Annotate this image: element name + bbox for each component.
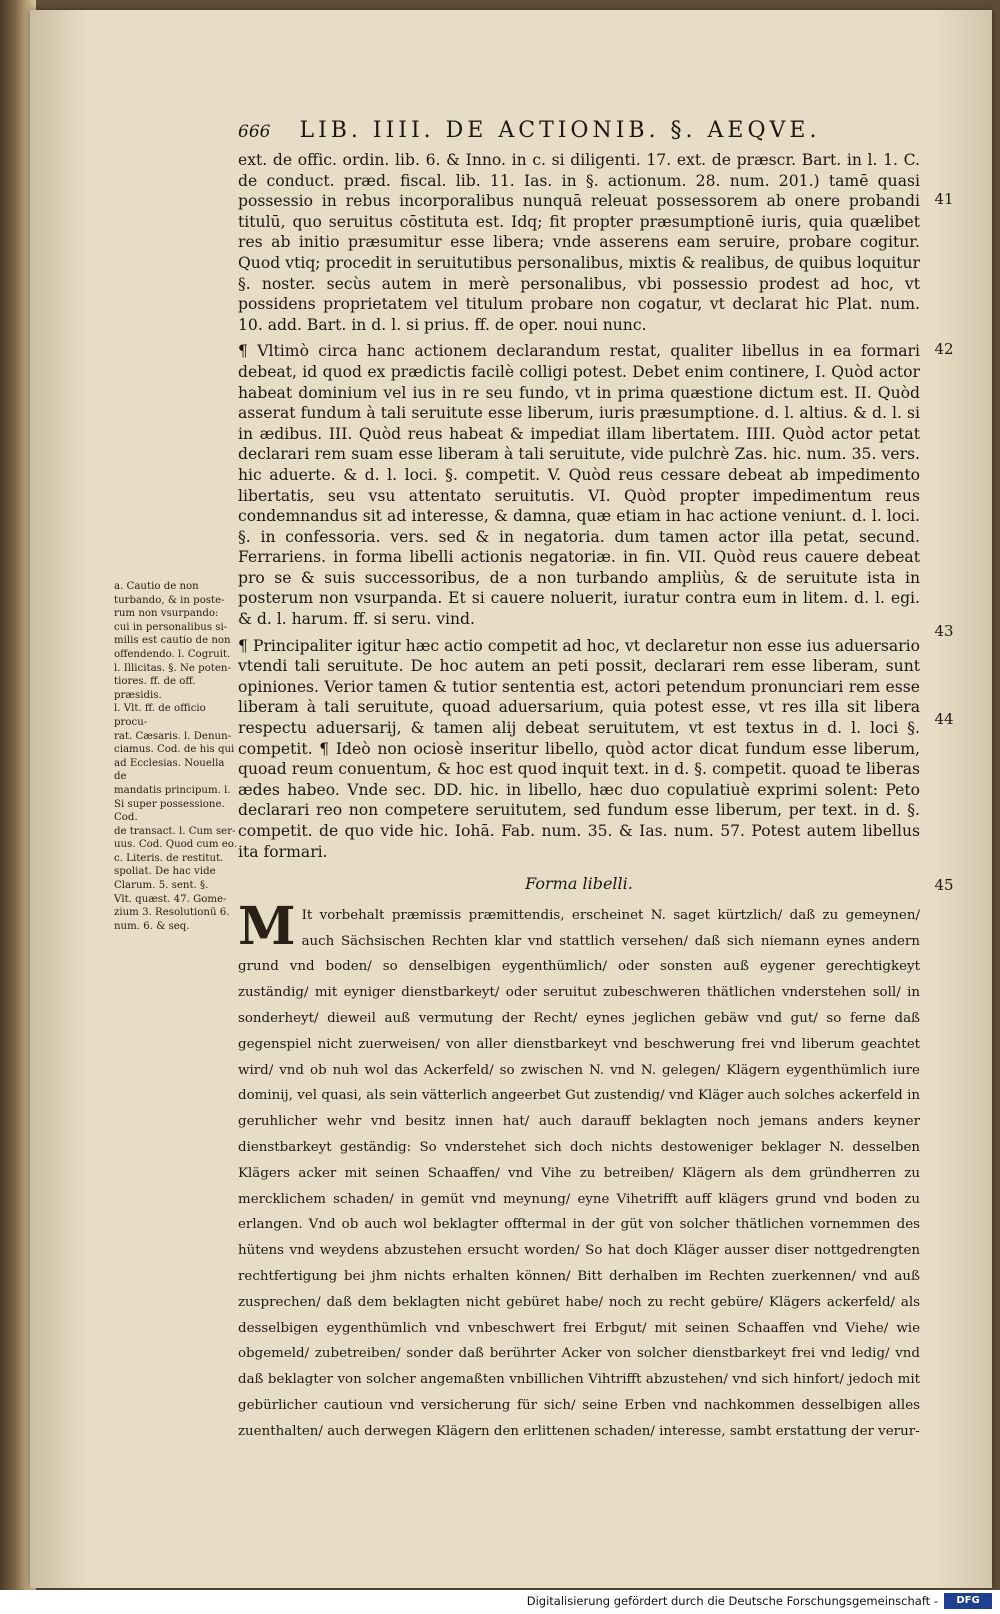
marginal-note-line: l. Illicitas. §. Ne poten- (114, 662, 231, 674)
margin-number: 44 (934, 710, 954, 728)
marginal-note-line: cui in personalibus si- (114, 621, 228, 633)
running-header (238, 118, 878, 143)
margin-number: 45 (934, 876, 954, 894)
marginal-note-line: ad Ecclesias. Nouella de (114, 757, 225, 783)
paragraph-1: ext. de offic. ordin. lib. 6. & Inno. in c. si diligenti. 17. ext. de præscr. Bart. in l. 1. C. de conduct. præd. fiscal. lib. 11. Ias. in §. actionum. 28. num. 201.) tamē quasi possessio in rebus incorporalibus nunquā releuat possessorem ab onere probandi titulū, quo seruitus cōstituta est. Idq; fit propter præsumptionē iuris, quia quælibet res ab initio præsumitur esse libera; vnde asserens eam seruire, probare cogitur. Quod vtiq; procedit in seruitutibus personalibus, mixtis & realibus, de quibus loquitur §. noster. secùs autem in merè personalibus, vbi possessio prodest ad hoc, vt possidens proprietatem vel titulum probare non cogatur, vt declarat hic Plat. num. 10. add. Bart. in d. l. si prius. ff. de oper. noui nunc. (238, 151, 920, 334)
paragraph-2: ¶ Vltimò circa hanc actionem declarandum restat, qualiter libellus in ea formari debeat, id quod ex prædictis facilè colligi potest. Debet enim continere, I. Quòd actor habeat dominium vel ius in re seu fundo, vt in prima quæstione dictum est. II. Quòd asserat fundum à tali seruitute esse liberum, iuris præsumptione. d. l. altius. & d. l. si in ædibus. III. Quòd reus habeat & impediat illam libertatem. IIII. Quòd actor petat declarari rem suam esse liberam à tali seruitute, vide pulchrè Zas. hic. num. 35. vers. hic aduerte. & d. l. loci. §. competit. V. Quòd reus cessare debeat ab impedimento libertatis, seu vsu attentato seruitutis. VI. Quòd propter impedimentum reus condemnandus sit ad interesse, & damna, quæ etiam in hac actione veniunt. d. l. loci. §. in confessoria. vers. sed & in negatoria. dum tamen actor illa petat, secund. Ferrariens. in forma libelli actionis negatoriæ. in fin. VII. Quòd reus cauere debeat pro se & suis successoribus, de a non turbando ampliùs, & de seruitute ista in posterum non vsurpanda. Et si cauere noluerit, iuratur contra eum in litem. d. l. egi. & d. l. harum. ff. si seru. vind. (238, 342, 920, 629)
marginal-note-line: Si super possessione. Cod. (114, 798, 225, 824)
marginal-note-line: de transact. l. Cum ser- (114, 825, 236, 837)
marginal-note-line: mandatis principum. l. (114, 784, 231, 796)
drop-cap: M (238, 895, 296, 957)
german-paragraph: It vorbehalt præmissis præmittendis, erscheinet N. saget kürtzlich/ daß zu gemeynen/ auch Sächsischen Rechten klar vnd stattlich versehen/ daß sich niemann eynes andern grund vnd boden/ so denselbigen eygenthümlich/ oder sonsten auß eygener gerechtigkeyt zuständig/ mit eyniger dienstbarkeyt/ oder seruitut zubeschweren thätlichen vnderstehen soll/ in sonderheyt/ dieweil auß vermutung der Recht/ eynes jeglichen gebäw vnd gut/ so ferne daß gegenspiel nicht zuerweisen/ von aller dienstbarkeyt vnd beschwerung frei vnd liberum geachtet wird/ vnd ob nuh wol das Ackerfeld/ so zwischen N. vnd N. gelegen/ Klägern eygenthümlich iure dominij, vel quasi, als sein vätterlich angeerbet Gut zustendig/ vnd Kläger auch solches ackerfeld in geruhlicher wehr vnd besitz innen hat/ auch darauff beklagten noch jemans anders keyner dienstbarkeyt geständig: So vnderstehet sich doch nichts destoweniger beklager N. desselben Klägers acker mit seinen Schaaffen/ vnd Vihe zu betreiben/ Klägern als dem gründherren zu mercklichem schaden/ in gemüt vnd meynung/ eyne Vihetrifft auff klägers grund vnd boden zu erlangen. Vnd ob auch wol beklagter offtermal in der güt von solcher thätlichen vornemmen des hütens vnd weydens abzustehen ersucht worden/ So hat doch Kläger ausser diser nottgedrengten rechtfertigung bei jhm nichts erhalten können/ Bitt derhalben im Rechten zuerkennen/ vnd auß zusprechen/ daß dem beklagten nicht gebüret habe/ noch zu recht gebüre/ Klägers ackerfeld/ als desselbigen eygenthümlich vnd vnbeschwert frei Erbgut/ mit seinen Schaaffen vnd Viehe/ wie obgemeld/ zubetreiben/ sonder daß berührter Acker von solcher dienstbarkeyt frei vnd ledig/ vnd daß beklagter von solcher angemaßten vnbillichen Vihtrifft abzustehen/ vnd sich hinfort/ jedoch mit gebürlicher cautioun vnd versicherung für sich/ seine Erben vnd nachkommen desselbigen alles zuenthalten/ auch derwegen Klägern den erlittenen schaden/ interesse, sambt erstattung der verur- (238, 907, 920, 1439)
margin-number: 41 (934, 190, 954, 208)
german-form-text (238, 895, 920, 1445)
marginal-note (114, 580, 239, 933)
margin-number: 43 (934, 622, 954, 640)
marginal-note-line: rat. Cæsaris. l. Denun- (114, 730, 232, 742)
marginal-note-line: spoliat. De hac vide (114, 866, 216, 878)
section-heading: Forma libelli. (525, 874, 633, 894)
dfg-logo-icon: DFG (944, 1593, 992, 1609)
marginal-note-line: num. 6. & seq. (114, 920, 190, 932)
marginal-note-line: tiores. ff. de off. præsidis. (114, 676, 196, 701)
marginal-note-line: ciamus. Cod. de his qui (114, 744, 235, 756)
marginal-note-line: c. Literis. de restitut. (114, 852, 224, 864)
marginal-note-line: Vlt. quæst. 47. Gome- (114, 893, 227, 905)
marginal-note-line: uus. Cod. Quod cum eo. (114, 839, 237, 851)
main-text (238, 150, 920, 1445)
marginal-note-line: a. Cautio de non (114, 581, 199, 592)
marginal-note-line: turbando, & in poste- (114, 594, 225, 606)
marginal-note-line: offendendo. l. Cogruit. (114, 648, 231, 660)
margin-number: 42 (934, 340, 954, 358)
book-page (30, 10, 992, 1588)
marginal-note-line: milis est cautio de non (114, 635, 231, 647)
paragraph-3: ¶ Principaliter igitur hæc actio competit ad hoc, vt declaretur non esse ius aduersario vtendi tali seruitute. De hoc autem an peti possit, declarari rem esse liberam, sunt opiniones. Verior tamen & tutior sententia est, actori petendum pronunciari rem esse liberam à tali seruitute, quoad aduersarium, quia potest esse, vt res illa sit libera respectu aduersarij, & tamen alij debeat seruitutem, vt est textus in d. l. loci §. competit. ¶ Ideò non ociosè inseritur libello, quòd actor dicat fundum esse liberum, quoad reum conuentum, & hoc est quod inquit text. in d. §. competit. quoad te liberas ædes habeo. Vnde sec. DD. hic. in libello, hæc duo copulatiuè exprimi solent: Peto declarari reo non competere seruitutem, sed fundum esse liberum, per text. in d. §. competit. de quo vide hic. Iohā. Fab. num. 35. & Ias. num. 57. Potest autem libellus ita formari. (238, 636, 920, 861)
marginal-note-line: l. Vlt. ff. de officio procu- (114, 703, 206, 728)
footer-credit: Digitalisierung gefördert durch die Deutsche Forschungsgemeinschaft - (526, 1594, 938, 1608)
page-number: 666 (238, 122, 271, 142)
marginal-note-line: zium 3. Resolutionū 6. (114, 907, 230, 919)
footer-bar (0, 1590, 1000, 1614)
marginal-note-line: rum non vsurpando: (114, 608, 219, 620)
marginal-note-line: Clarum. 5. sent. §. (114, 880, 209, 892)
running-title: LIB. IIII. DE ACTIONIB. §. AEQVE. (299, 118, 821, 143)
